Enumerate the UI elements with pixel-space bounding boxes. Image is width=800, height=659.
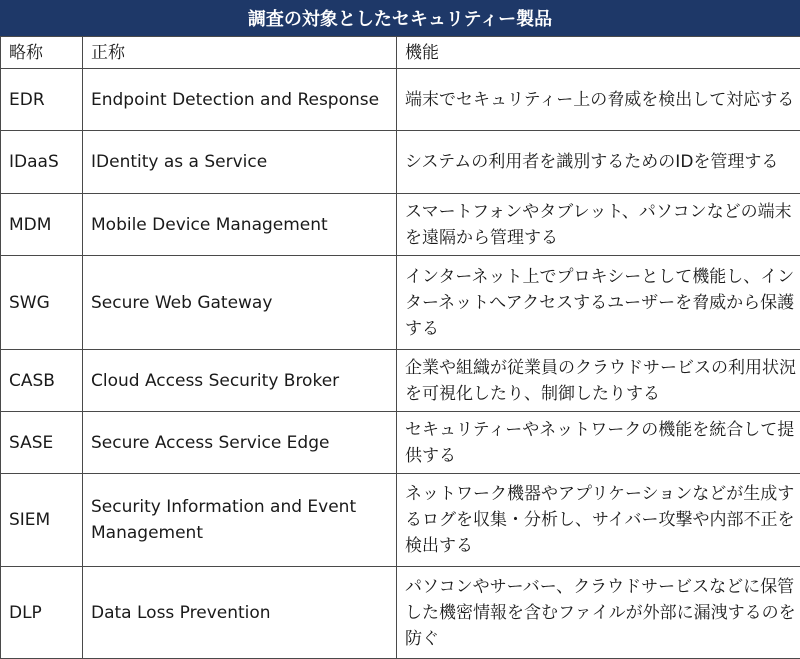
table-header-row <box>1 37 800 69</box>
cell-name: Secure Web Gateway <box>83 256 397 350</box>
cell-abbr: SASE <box>1 412 83 474</box>
cell-function: 端末でセキュリティー上の脅威を検出して対応する <box>397 69 800 131</box>
cell-name: IDentity as a Service <box>83 131 397 194</box>
table-row <box>1 567 800 659</box>
table-row <box>1 474 800 567</box>
cell-function: システムの利用者を識別するためのIDを管理する <box>397 131 800 194</box>
cell-name: Mobile Device Management <box>83 194 397 256</box>
table-row <box>1 131 800 194</box>
header-name: 正称 <box>83 37 397 69</box>
cell-name: Security Information and Event Management <box>83 474 397 567</box>
table-row <box>1 350 800 412</box>
cell-name: Cloud Access Security Broker <box>83 350 397 412</box>
cell-abbr: EDR <box>1 69 83 131</box>
cell-abbr: SWG <box>1 256 83 350</box>
cell-function: スマートフォンやタブレット、パソコンなどの端末を遠隔から管理する <box>397 194 800 256</box>
cell-function: インターネット上でプロキシーとして機能し、インターネットへアクセスするユーザーを脅威から保護する <box>397 256 800 350</box>
cell-function: セキュリティーやネットワークの機能を統合して提供する <box>397 412 800 474</box>
cell-abbr: IDaaS <box>1 131 83 194</box>
cell-abbr: MDM <box>1 194 83 256</box>
cell-name: Data Loss Prevention <box>83 567 397 659</box>
header-function: 機能 <box>397 37 800 69</box>
cell-abbr: DLP <box>1 567 83 659</box>
table-row <box>1 194 800 256</box>
cell-function: パソコンやサーバー、クラウドサービスなどに保管した機密情報を含むファイルが外部に漏洩するのを防ぐ <box>397 567 800 659</box>
cell-name: Secure Access Service Edge <box>83 412 397 474</box>
cell-abbr: CASB <box>1 350 83 412</box>
cell-name: Endpoint Detection and Response <box>83 69 397 131</box>
header-abbr: 略称 <box>1 37 83 69</box>
table-row <box>1 69 800 131</box>
table-row <box>1 256 800 350</box>
cell-abbr: SIEM <box>1 474 83 567</box>
table-title: 調査の対象としたセキュリティー製品 <box>0 0 800 36</box>
products-table <box>0 36 800 659</box>
cell-function: 企業や組織が従業員のクラウドサービスの利用状況を可視化したり、制御したりする <box>397 350 800 412</box>
table-row <box>1 412 800 474</box>
cell-function: ネットワーク機器やアプリケーションなどが生成するログを収集・分析し、サイバー攻撃や内部不正を検出する <box>397 474 800 567</box>
